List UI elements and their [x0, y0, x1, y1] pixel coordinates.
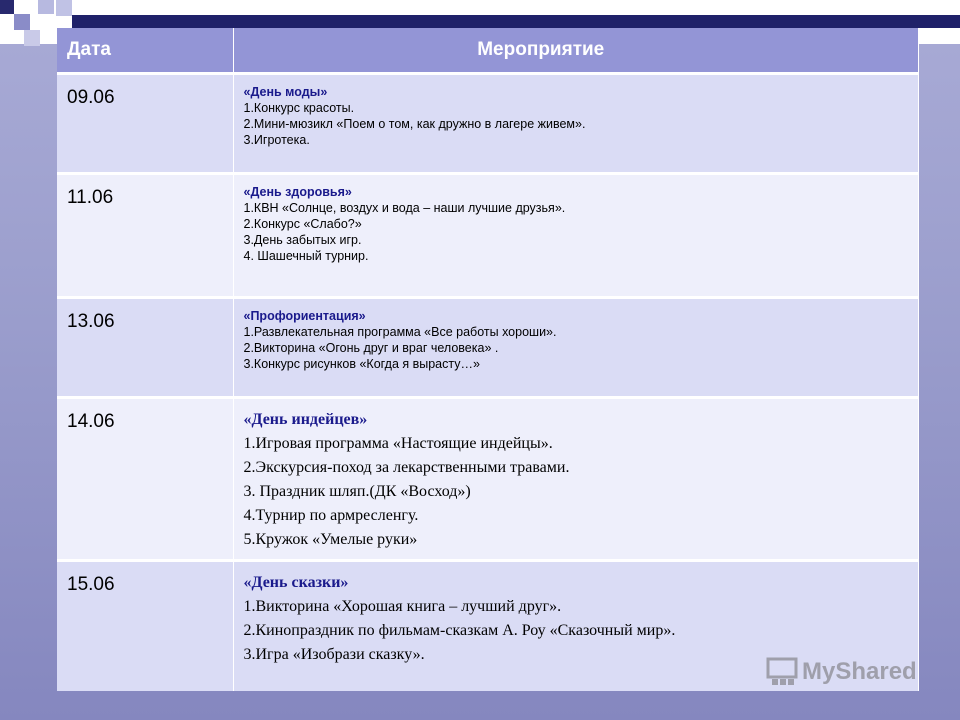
event-item: 2.Мини-мюзикл «Поем о том, как дружно в лагере живем». [243, 117, 586, 131]
event-title: «Профориентация» [243, 309, 366, 323]
classroom-icon [766, 657, 798, 687]
row-date: 14.06 [57, 398, 233, 561]
event-title: «День индейцев» [243, 411, 368, 428]
event-item: 2.Викторина «Огонь друг и враг человека» . [243, 341, 499, 355]
event-item: 3.Конкурс рисунков «Когда я вырасту…» [243, 357, 480, 371]
header-date: Дата [57, 28, 233, 74]
table-row [57, 74, 919, 174]
row-date: 13.06 [57, 298, 233, 398]
table-row [57, 398, 919, 561]
event-item: 3.Игротека. [243, 133, 310, 147]
watermark [766, 656, 917, 688]
event-item: 3.Игра «Изобрази сказку». [243, 646, 425, 663]
row-date: 09.06 [57, 74, 233, 174]
event-title: «День моды» [243, 85, 328, 99]
title-bar [72, 15, 960, 28]
decor-square [14, 14, 30, 30]
table-row [57, 298, 919, 398]
decor-square [38, 0, 54, 14]
event-item: 2.Конкурс «Слабо?» [243, 217, 362, 231]
decor-square [24, 30, 40, 46]
header-event: Мероприятие [233, 28, 919, 74]
table-header-row [57, 28, 919, 74]
schedule-table [57, 28, 919, 691]
event-item: 4. Шашечный турнир. [243, 249, 369, 263]
event-item: 1.Развлекательная программа «Все работы хороши». [243, 325, 557, 339]
event-item: 3.День забытых игр. [243, 233, 362, 247]
event-item: 2.Кинопраздник по фильмам-сказкам А. Роу «Сказочный мир». [243, 622, 676, 639]
event-item: 4.Турнир по армресленгу. [243, 507, 419, 524]
event-item: 3. Праздник шляп.(ДК «Восход») [243, 483, 471, 500]
event-title: «День сказки» [243, 574, 349, 591]
event-item: 1.Конкурс красоты. [243, 101, 355, 115]
watermark-text: MyShared [802, 658, 917, 685]
event-item: 1.Викторина «Хорошая книга – лучший друг». [243, 598, 562, 615]
decor-square [56, 0, 72, 16]
event-item: 2.Экскурсия-поход за лекарственными травами. [243, 459, 570, 476]
event-item: 1.КВН «Солнце, воздух и вода – наши лучшие друзья». [243, 201, 566, 215]
row-events [233, 398, 919, 561]
event-item: 5.Кружок «Умелые руки» [243, 531, 418, 548]
table-row [57, 174, 919, 298]
row-events [233, 298, 919, 398]
row-date: 11.06 [57, 174, 233, 298]
row-date: 15.06 [57, 561, 233, 691]
row-events [233, 74, 919, 174]
event-title: «День здоровья» [243, 185, 352, 199]
decor-square [0, 0, 14, 14]
row-events [233, 174, 919, 298]
event-item: 1.Игровая программа «Настоящие индейцы». [243, 435, 553, 452]
